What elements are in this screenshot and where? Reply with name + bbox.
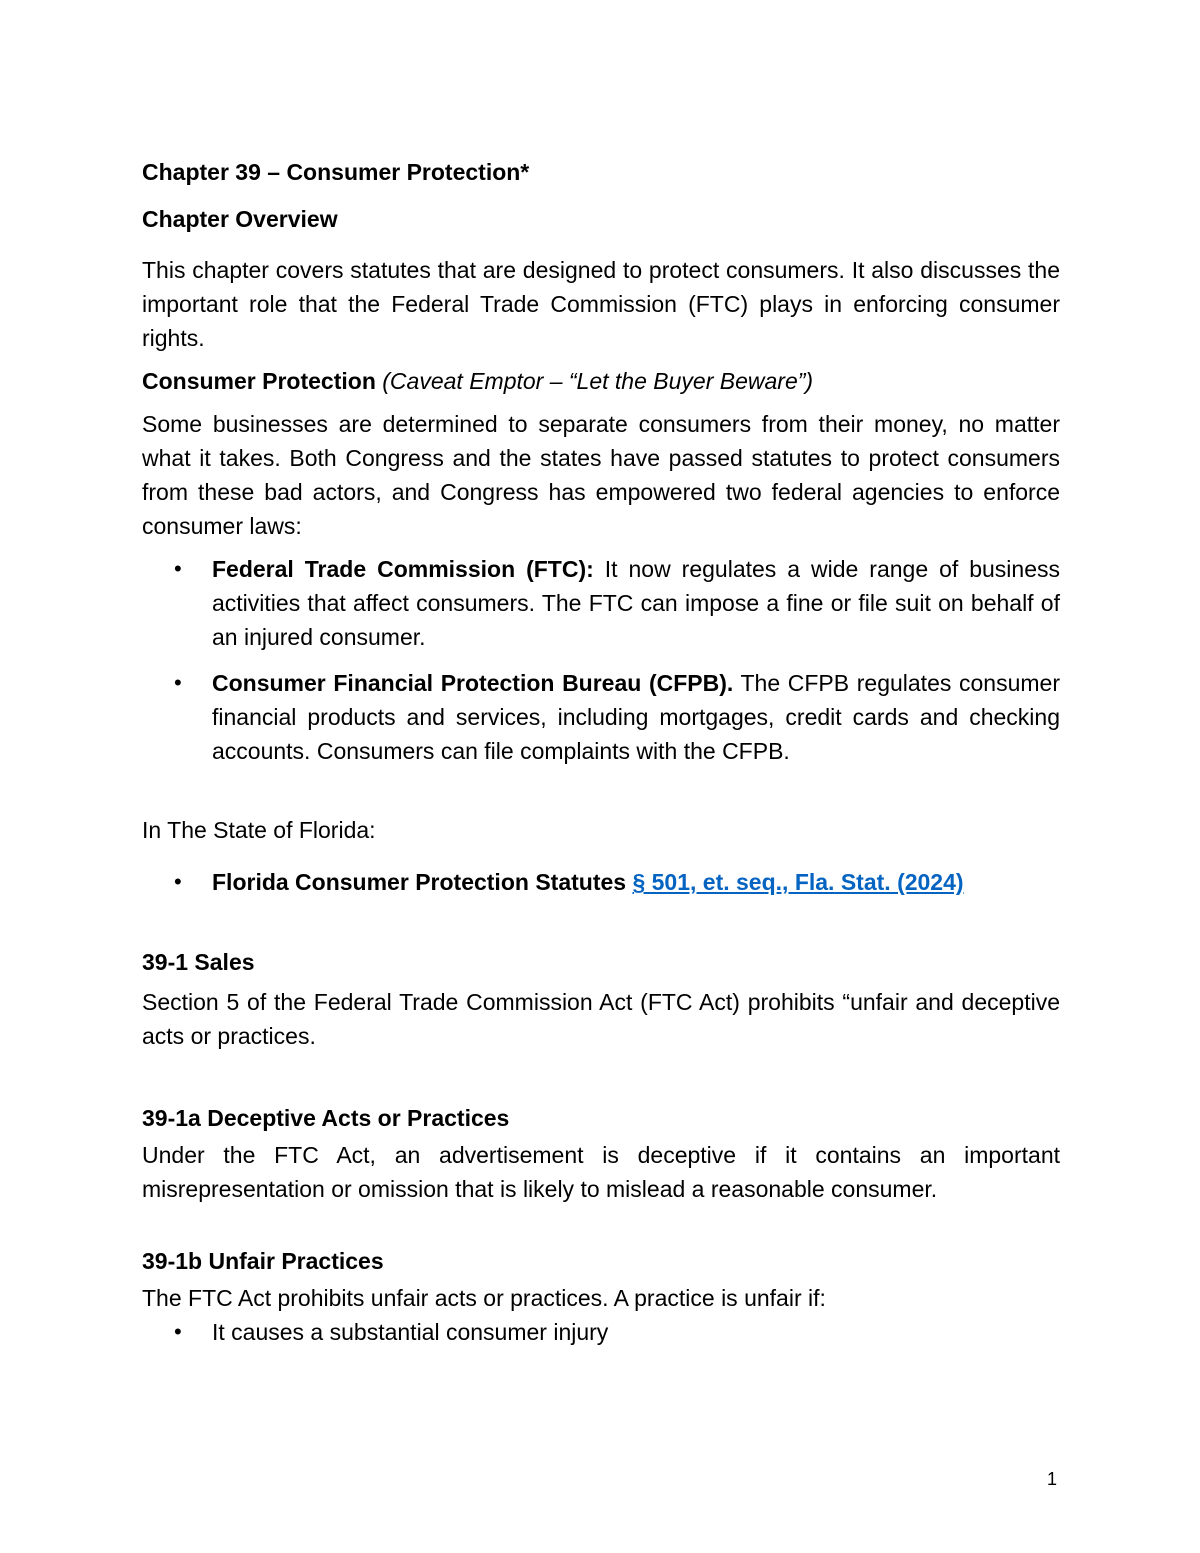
chapter-title: Chapter 39 – Consumer Protection* — [142, 159, 530, 185]
florida-intro: In The State of Florida: — [142, 817, 376, 843]
caveat-emptor-subtitle: (Caveat Emptor – “Let the Buyer Beware”) — [382, 368, 814, 394]
bullet-icon: • — [174, 869, 182, 894]
consumer-protection-title: Consumer Protection — [142, 368, 376, 394]
florida-list — [142, 865, 1060, 899]
florida-statutes-label: Florida Consumer Protection Statutes — [212, 869, 633, 895]
agency-name-ftc: Federal Trade Commission (FTC): — [212, 556, 594, 582]
section-39-1-paragraph: Section 5 of the Federal Trade Commission Act (FTC Act) prohibits “unfair and deceptive acts or practices. — [142, 989, 1060, 1049]
bullet-icon: • — [174, 556, 182, 581]
section-39-1-heading: 39-1 Sales — [142, 949, 255, 975]
agency-text-ftc: It now regulates a wide range of business activities that affect consumers. The FTC can impose a fine or file suit on behalf of an injured consumer. — [212, 556, 1060, 650]
list-item — [142, 1315, 1060, 1349]
list-item — [142, 865, 1060, 899]
florida-statute-link[interactable]: § 501, et. seq., Fla. Stat. (2024) — [632, 869, 964, 895]
overview-heading: Chapter Overview — [142, 206, 338, 232]
unfair-criteria-list — [142, 1315, 1060, 1349]
section-39-1b-heading: 39-1b Unfair Practices — [142, 1248, 384, 1274]
agency-list — [142, 552, 1060, 768]
section-39-1a-paragraph: Under the FTC Act, an advertisement is deceptive if it contains an important misrepresentation or omission that is likely to mislead a reasonable consumer. — [142, 1142, 1060, 1202]
section-39-1b-paragraph: The FTC Act prohibits unfair acts or practices. A practice is unfair if: — [142, 1285, 826, 1311]
page-content — [142, 155, 1060, 1349]
unfair-criterion-text: It causes a substantial consumer injury — [212, 1319, 609, 1345]
agency-name-cfpb: Consumer Financial Protection Bureau (CFPB). — [212, 670, 734, 696]
consumer-protection-paragraph: Some businesses are determined to separate consumers from their money, no matter what it takes. Both Congress and the states have passed statutes to protect consumers from these bad actors, and Congress has empowered two federal agencies to enforce consumer laws: — [142, 411, 1060, 539]
bullet-icon: • — [174, 670, 182, 695]
agency-text-cfpb: The CFPB regulates consumer financial products and services, including mortgages, credit cards and checking accounts. Consumers can file complaints with the CFPB. — [212, 670, 1060, 764]
overview-paragraph: This chapter covers statutes that are designed to protect consumers. It also discusses the important role that the Federal Trade Commission (FTC) plays in enforcing consumer rights. — [142, 257, 1060, 351]
page-number: 1 — [1047, 1469, 1058, 1489]
consumer-protection-heading — [142, 364, 1060, 398]
list-item — [142, 552, 1060, 654]
bullet-icon: • — [174, 1319, 182, 1344]
section-39-1a-heading: 39-1a Deceptive Acts or Practices — [142, 1105, 510, 1131]
list-item — [142, 666, 1060, 768]
